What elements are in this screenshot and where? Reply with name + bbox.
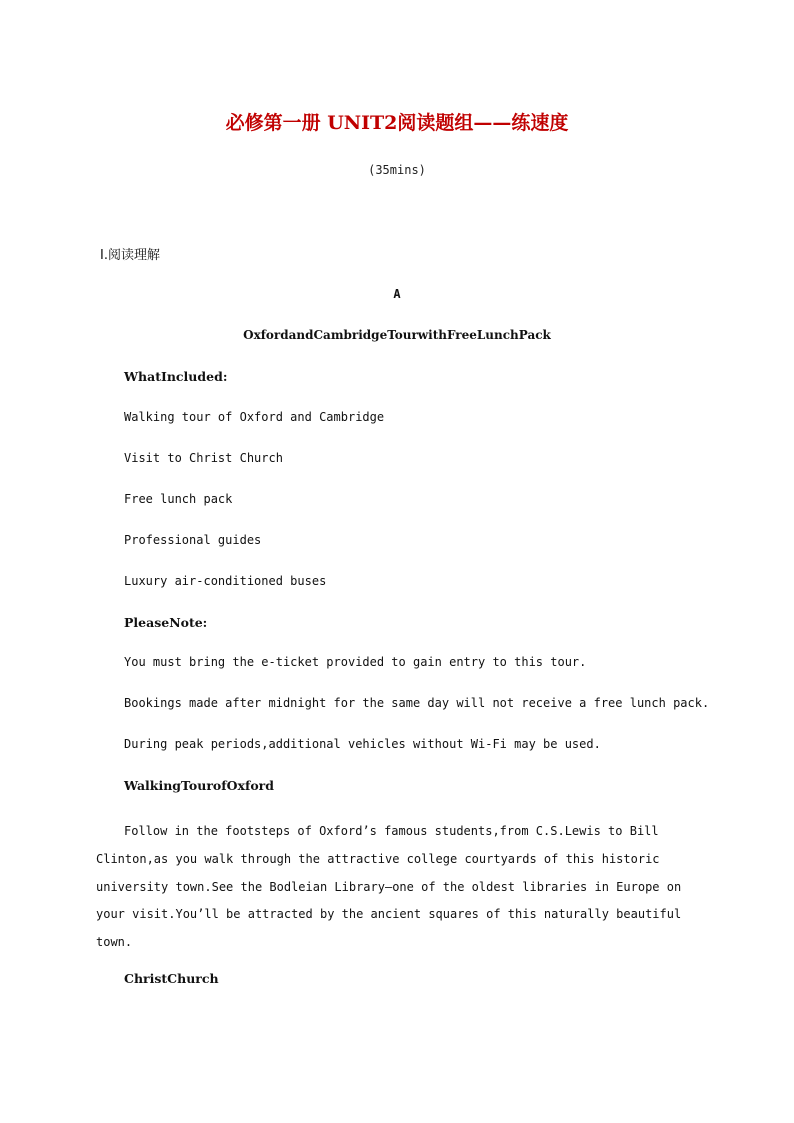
page-title: 必修第一册 UNIT2阅读题组——练速度 bbox=[225, 112, 569, 134]
paragraph-line: your visit.You’ll be attracted by the ancient squares of this naturally beautiful bbox=[96, 907, 682, 922]
paragraph-line: town. bbox=[96, 935, 133, 950]
included-item: Visit to Christ Church bbox=[124, 451, 283, 465]
note-item: Bookings made after midnight for the same day will not receive a free lunch pack. bbox=[124, 696, 710, 710]
christ-church-heading: ChristChurch bbox=[124, 971, 219, 986]
included-item: Free lunch pack bbox=[124, 492, 233, 506]
walking-tour-paragraph bbox=[96, 818, 696, 957]
included-item: Walking tour of Oxford and Cambridge bbox=[124, 410, 385, 424]
walking-tour-heading: WalkingTourofOxford bbox=[124, 778, 275, 793]
section-heading: Ⅰ.阅读理解 bbox=[100, 248, 160, 263]
included-heading: WhatIncluded: bbox=[124, 369, 228, 384]
paragraph-line: Follow in the footsteps of Oxford’s famous students,from C.S.Lewis to Bill bbox=[124, 824, 659, 838]
included-item: Luxury air-conditioned buses bbox=[124, 574, 327, 588]
paragraph-line: Clinton,as you walk through the attractive college courtyards of this historic bbox=[96, 851, 660, 866]
passage-letter: A bbox=[393, 287, 401, 301]
paragraph-line: university town.See the Bodleian Library—one of the oldest libraries in Europe on bbox=[96, 879, 682, 894]
passage-title: OxfordandCambridgeTourwithFreeLunchPack bbox=[243, 328, 551, 342]
note-item: During peak periods,additional vehicles without Wi-Fi may be used. bbox=[124, 737, 601, 751]
note-heading: PleaseNote: bbox=[124, 615, 208, 630]
note-item: You must bring the e-ticket provided to gain entry to this tour. bbox=[124, 655, 587, 669]
included-item: Professional guides bbox=[124, 533, 262, 547]
time-limit: (35mins) bbox=[368, 163, 426, 177]
